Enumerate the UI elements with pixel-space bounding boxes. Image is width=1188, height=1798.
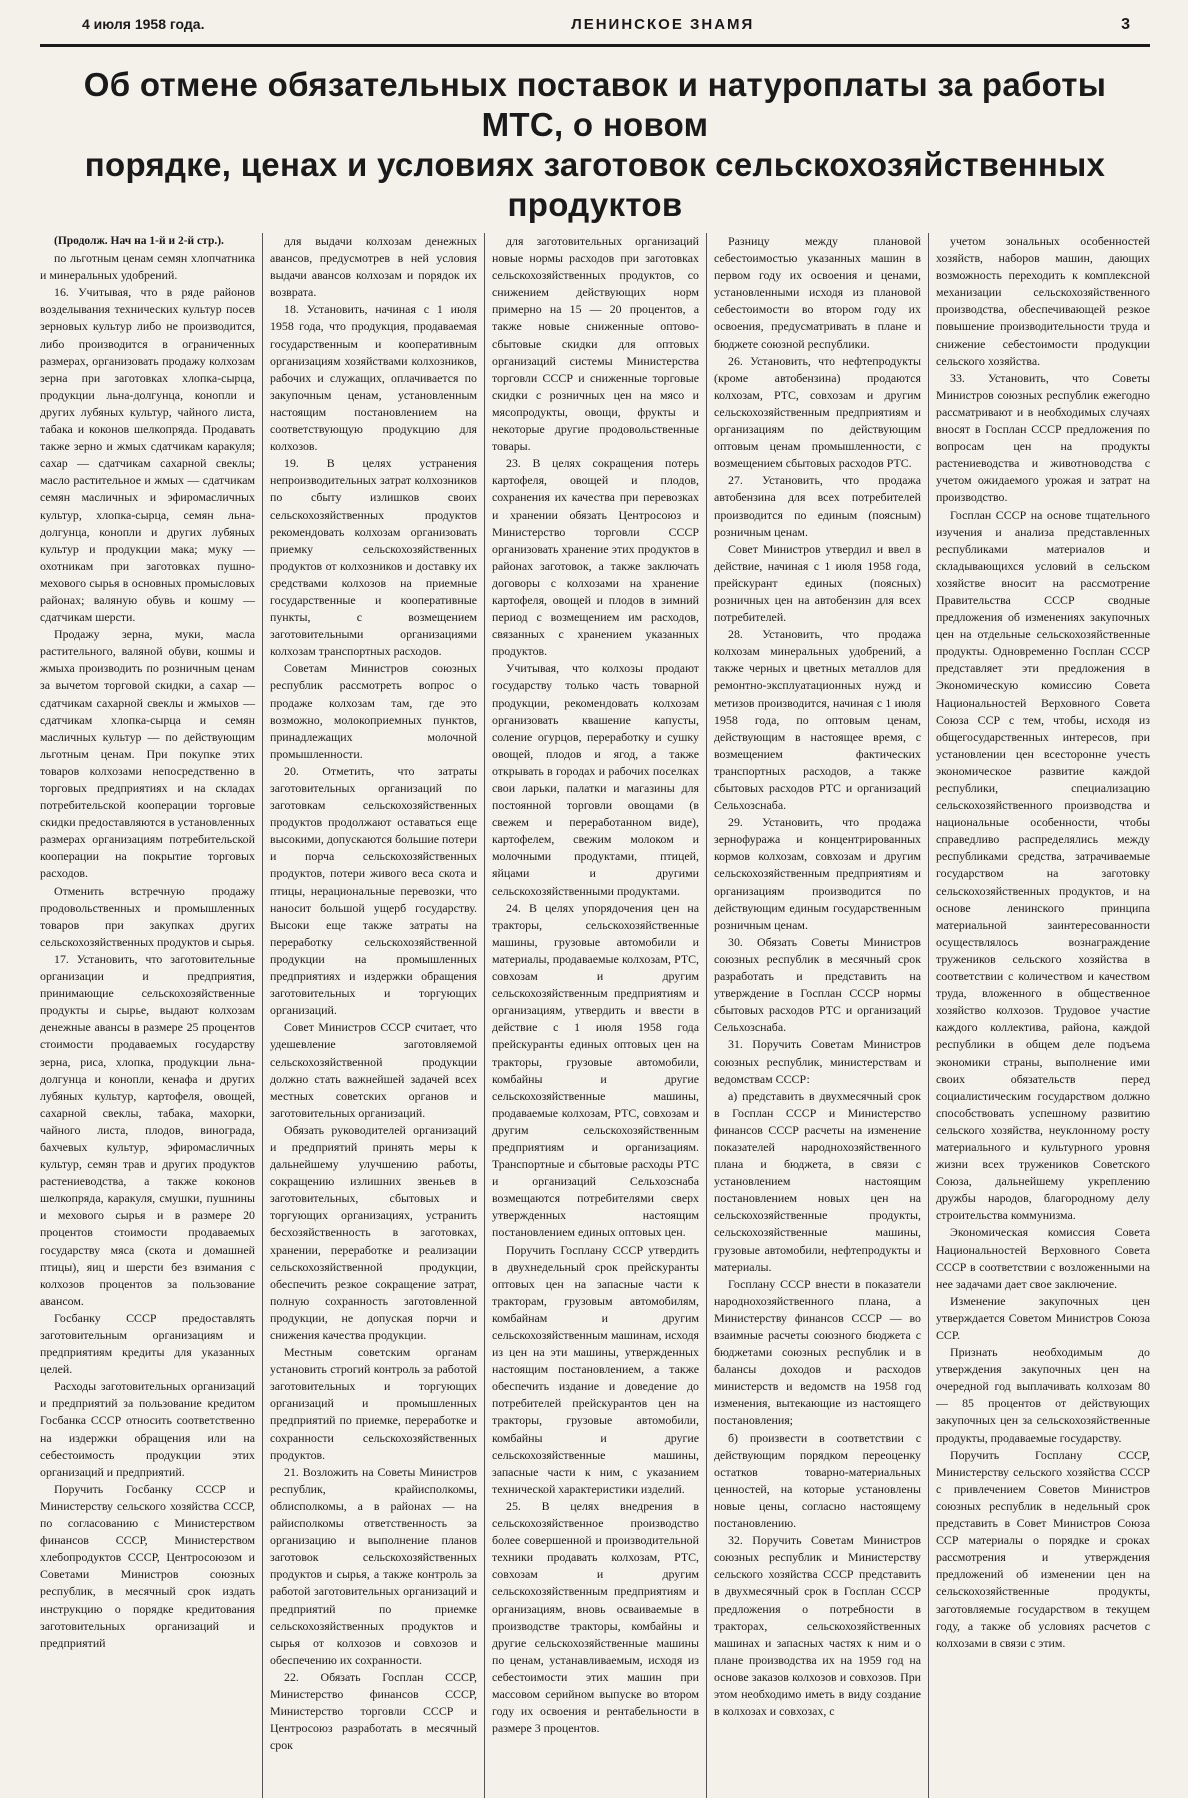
paragraph: Поручить Госбанку СССР и Министерству сельского хозяйства СССР, по согласованию с Министерством финансов СССР, Министерством хлебопродуктов СССР, Центросоюзом и Советами Министров союзных республик, в месячный срок издать инструкцию о порядке кредитования заготовительных организаций и предприятий xyxy=(40,1481,255,1650)
paragraph: 16. Учитывая, что в ряде районов возделывания технических культур посев зерновых культур либо не производится, либо производится в ограниченных размерах, организовать продажу колхозам зерна при заготовках хлопка-сырца, продукции льна-долгунца, конопли и других лубяных культур, чайного листа, табака и коконов шелкопряда. Продавать также зерно и жмых сдатчикам каракуля; сахар — сдатчикам сахарной свеклы; масло растительное и жмых — сдатчикам семян масличных и эфиромасличных культур, хлопка-сырца, семян льна-долгунца, конопли и других лубяных культур и продукции мака; муку — охотникам при заготовках пушно-мехового сырья в основных промысловых районах; валяную обувь и кошму — сдатчикам шерсти. xyxy=(40,285,255,625)
paragraph: Поручить Госплану СССР, Министерству сельского хозяйства СССР с привлечением Советов Министров союзных республик в недельный срок представить в Совет Министров Союза ССР материалы о порядке и сроках рассмотрения и утверждения предложений об изменении цен на сельскохозяйственные продукты, заготовляемые государством в текущем году, а также об условиях расчетов с колхозами в связи с этим. xyxy=(936,1447,1150,1650)
paragraph: 32. Поручить Советам Министров союзных республик и Министерству сельского хозяйства СССР представить в двухмесячный срок в Госплан СССР предложения о потребности в тракторах, сельскохозяйственных машинах и запасных частях к ним и о плане производства их на 1959 год на основе заказов колхозов и совхозов. При этом необходимо иметь в виду создание в колхозах и совхозах, с xyxy=(714,1533,921,1719)
paragraph: Госплан СССР на основе тщательного изучения и анализа представленных республиками материалов и складывающихся условий в сельском хозяйстве вносит на рассмотрение Правительства СССР сводные предложения об изменениях закупочных цен на отдельные сельскохозяйственные продукты. Одновременно Госплан СССР представляет эти предложения в Экономическую комиссию Совета Национальностей Верховного Совета Союза ССР с тем, чтобы, исходя из общегосударственных интересов, при установлении цен всесторонне учесть экономическое развитие каждой республики, специализацию сельскохозяйственного производства и национальные особенности, чтобы справедливо распределялись между республиками средства, затрачиваемые государством на заготовку сельскохозяйственных продуктов, и на основе ленинского принципа материальной заинтересованности осуществлялось вознаграждение тружеников сельского хозяйства в соответствии с количеством и качеством труда, вложенного в общественное хозяйство колхозов. Трудовое участие каждого коллектива, района, каждой республики в общем деле подъема экономики страны, выполнение ими своих обязательств перед социалистическим государством должно способствовать успешному развитию сельского хозяйства, неуклонному росту материального и культурного уровня жизни всех тружеников Советского Союза, дальнейшему укреплению дружбы народов, благородному делу строительства коммунизма. xyxy=(936,507,1150,1223)
paragraph: учетом зональных особенностей хозяйств, наборов машин, дающих возможность переходить к комплексной механизации сельскохозяйственного производства, обеспечивающей резкое повышение производительности труда и снижение себестоимости продукции сельского хозяйства. xyxy=(936,234,1150,368)
paragraph: 25. В целях внедрения в сельскохозяйственное производство более совершенной и производительной техники продавать колхозам, РТС, совхозам и другим сельскохозяйственным предприятиям и организациям, вновь осваиваемые в производстве тракторы, комбайны и другие сельскохозяйственные машины по ценам, устанавливаемым, исходя из себестоимости этих машин при массовом серийном выпуске во втором году их освоения и рентабельности в размере 3 процентов. xyxy=(492,1498,699,1736)
paragraph: 29. Установить, что продажа зернофуража и концентрированных кормов колхозам, совхозам и другим сельскохозяйственным предприятиям и организациям производится по действующим единым государственным розничным ценам. xyxy=(714,815,921,932)
paragraph: 17. Установить, что заготовительные организации и предприятия, принимающие сельскохозяйственные продукты и сырье, выдают колхозам денежные авансы в размере 25 процентов стоимости продаваемых государству зерна, риса, хлопка, продукции льна-долгунца и конопли, кенафа и других лубяных культур, картофеля, овощей, сахарной свеклы, табака, махорки, чайного листа, плодов, винограда, бахчевых культур, эфиромасличных культур, семян трав и других продуктов растениеводства, а также коконов шелкопряда, каракуля, смушки, пушнины и мехового сырья и в размере 20 процентов стоимости продаваемых государству мяса (скота и домашней птицы), яиц и шерсти без взимания с колхозов процентов за пользование авансом. xyxy=(40,951,255,1308)
paragraph: Экономическая комиссия Совета Национальностей Верховного Совета СССР в соответствии с возложенными на нее задачами дает свое заключение. xyxy=(936,1225,1150,1291)
paragraph: Местным советским органам установить строгий контроль за работой заготовительных и торгующих организаций и промышленных предприятий по приемке, переработке и сохранности сельскохозяйственных продуктов. xyxy=(270,1345,477,1462)
continuation-note: (Продолж. Нач на 1-й и 2-й стр.). xyxy=(54,235,224,247)
paragraph: Продажу зерна, муки, масла растительного, валяной обуви, кошмы и жмыха производить по розничным ценам за вычетом торговой скидки, а сахар — сдатчикам сахарной свеклы и жмыхов — сдатчикам хлопка-сырца и семян масличных культур — по действующим льготным ценам. При покупке этих товаров колхозами непосредственно в торговых предприятиях и на складах потребительской кооперации торговые скидки предоставляются в установленных размерах организациям потребительской кооперации на покрытие торговых расходов. xyxy=(40,627,255,881)
column-5 xyxy=(928,233,1150,1798)
paragraph: Разницу между плановой себестоимостью указанных машин в первом году их освоения и ценами, установленными исходя из плановой себестоимости во втором году их освоения, предусматривать в плане и бюджете союзной республики. xyxy=(714,234,921,351)
paragraph: Госбанку СССР предоставлять заготовительным организациям и предприятиям кредиты для указанных целей. xyxy=(40,1310,255,1377)
paragraph: Обязать руководителей организаций и предприятий принять меры к дальнейшему улучшению работы, сокращению излишних звеньев в заготовительных, сбытовых и торгующих организациях, устранить бесхозяйственность в заготовках, хранении, переработке и реализации сельскохозяйственной продукции, обеспечить резкое сокращение затрат, полную сохранность заготовленной продукции, не допуская порчи и снижения качества продукции. xyxy=(270,1122,477,1342)
paragraph: для заготовительных организаций новые нормы расходов при заготовках сельскохозяйственных продуктов, со снижением действующих норм примерно на 15 — 20 процентов, а также новые сниженные оптово-сбытовые скидки для оптовых организаций системы Министерства торговли СССР и сниженные торговые скидки с розничных цен на мясо и мясопродукты, овощи, фрукты и некоторые другие продовольственные товары. xyxy=(492,234,699,454)
paragraph: Совет Министров СССР считает, что удешевление заготовляемой сельскохозяйственной продукции должно стать важнейшей задачей всех местных советских органов и заготовительных организаций. xyxy=(270,1020,477,1120)
paragraph: Отменить встречную продажу продовольственных и промышленных товаров при закупках других сельскохозяйственных продуктов и сырья. xyxy=(40,883,255,949)
masthead xyxy=(40,16,1150,47)
paragraph: Учитывая, что колхозы продают государству только часть товарной продукции, рекомендовать колхозам организовать квашение капусты, соление огурцов, переработку и сушку овощей, плодов и ягод, а также открывать в городах и рабочих поселках свои ларьки, палатки и магазины для постоянной торговли овощами (в свежем и переработанном виде), картофелем, свежим молоком и молочными продуктами, птицей, яйцами и другими сельскохозяйственными продуктами. xyxy=(492,661,699,898)
newspaper-title: ЛЕНИНСКОЕ ЗНАМЯ xyxy=(571,16,755,33)
paragraph: 20. Отметить, что затраты заготовительных организаций по заготовкам сельскохозяйственных продуктов продолжают оставаться еще высокими, допускаются большие потери и порча сельскохозяйственных продуктов, потери живого веса скота и птицы, нерациональные перевозки, что наносит большой ущерб государству. Высоки еще также затраты на переработку сельскохозяйственной продукции на промышленных предприятиях и издержки обращения заготовительных и торгующих организаций. xyxy=(270,763,477,1018)
headline-line-2: порядке, ценах и условиях заготовок сельскохозяйственных продуктов xyxy=(84,146,1106,223)
column-4-body xyxy=(714,233,921,1720)
column-4 xyxy=(706,233,928,1798)
paragraph: 33. Установить, что Советы Министров союзных республик ежегодно рассматривают и в необходимых случаях вносят в Госплан СССР предложения по вопросам цен на продукты растениеводства и животноводства с учетом ожидаемого урожая и затрат на производство. xyxy=(936,370,1150,505)
paragraph: Расходы заготовительных организаций и предприятий за пользование кредитом Госбанка СССР относить соответственно на издержки обращения или на себестоимость продукции этих организаций и предприятий. xyxy=(40,1379,255,1479)
paragraph: 26. Установить, что нефтепродукты (кроме автобензина) продаются колхозам, РТС, совхозам и другим сельскохозяйственным предприятиям и организациям по действующим оптовым ценам промышленности, с возмещением сбытовых расходов РТС. xyxy=(714,353,921,471)
column-1 xyxy=(40,233,262,1798)
article-columns xyxy=(40,233,1150,1798)
paragraph: Совет Министров утвердил и ввел в действие, начиная с 1 июля 1958 года, прейскурант единых (поясных) розничных цен на автобензин для всех потребителей. xyxy=(714,541,921,625)
paragraph: 24. В целях упорядочения цен на тракторы, сельскохозяйственные машины, грузовые автомобили и материалы, продаваемые колхозам, РТС, совхозам и другим сельскохозяйственным предприятиям и организациям, утвердить и ввести в действие с 1 июля 1958 года прейскуранты единых оптовых цен на тракторы, грузовые автомобили, комбайны и другие сельскохозяйственные машины, продаваемые колхозам, РТС, совхозам и другим сельскохозяйственным предприятиям и организациям. Транспортные и сбытовые расходы РТС и организаций Сельхозснаба возмещаются потребителями сверх утвержденных настоящим постановлением единых оптовых цен. xyxy=(492,900,699,1240)
paragraph: б) произвести в соответствии с действующим порядком переоценку остатков товарно-материальных ценностей, на которые установлены новые цены, согласно настоящему постановлению. xyxy=(714,1430,921,1531)
paragraph: а) представить в двухмесячный срок в Госплан СССР и Министерство финансов СССР расчеты на изменение показателей народнохозяйственного плана и бюджета, в связи с установлением настоящим постановлением новых цен на сельскохозяйственные продукты, сельскохозяйственные машины, грузовые автомобили, нефтепродукты и материалы. xyxy=(714,1088,921,1274)
paragraph: 22. Обязать Госплан СССР, Министерство финансов СССР, Министерство торговли СССР и Центросоюз разработать в месячный срок xyxy=(270,1669,477,1753)
column-2 xyxy=(262,233,484,1798)
paragraph: 31. Поручить Советам Министров союзных республик, министерствам и ведомствам СССР: xyxy=(714,1037,921,1086)
paragraph: по льготным ценам семян хлопчатника и минеральных удобрений. xyxy=(40,251,255,283)
column-5-body xyxy=(936,233,1150,1652)
paragraph: 19. В целях устранения непроизводительных затрат колхозников по сбыту излишков своих сельскохозяйственных продуктов рекомендовать колхозам организовать приемку сельскохозяйственных продуктов от колхозников и доставку их средствами колхозов на приемные государственные и кооперативные пункты, с возмещением заготовительными организациями колхозам транспортных расходов. xyxy=(270,456,477,659)
paragraph: Изменение закупочных цен утверждается Советом Министров Союза ССР. xyxy=(936,1293,1150,1342)
paragraph: 21. Возложить на Советы Министров республик, крайисполкомы, облисполкомы, а в районах — на райисполкомы ответственность за организацию и выполнение планов заготовок сельскохозяйственных продуктов и сырья, а также контроль за работой заготовительных организаций и предприятий по приемке сельскохозяйственных продуктов и сырья от колхозов и совхозов и обеспечению их сохранности. xyxy=(270,1464,477,1667)
paragraph: Советам Министров союзных республик рассмотреть вопрос о продаже колхозам там, где это возможно, молокоприемных пунктов, принадлежащих молочной промышленности. xyxy=(270,661,477,761)
paragraph: для выдачи колхозам денежных авансов, предусмотрев в ней условия выдачи авансов колхозам и порядок их возврата. xyxy=(270,234,477,300)
page-number: 3 xyxy=(1121,16,1130,33)
paragraph: 27. Установить, что продажа автобензина для всех потребителей производится по единым (поясным) розничным ценам. xyxy=(714,473,921,539)
headline-line-1: Об отмене обязательных поставок и натуроплаты за работы МТС, о новом xyxy=(83,66,1107,143)
column-1-body xyxy=(40,250,255,1652)
paragraph: 28. Установить, что продажа колхозам минеральных удобрений, а также черных и цветных металлов для ремонтно-эксплуатационных нужд и метизов производится, начиная с 1 июля 1958 года, по оптовым ценам, действующим в настоящее время, с возмещением фактических транспортных расходов, а также сбытовых расходов РТС и организаций Сельхозснаба. xyxy=(714,627,921,813)
column-2-body xyxy=(270,233,477,1754)
article-headline xyxy=(40,65,1150,225)
paragraph: Признать необходимым до утверждения закупочных цен на очередной год выплачивать колхозам 80 — 85 процентов от действующих закупочных цен за сельскохозяйственные продукты, продаваемые государству. xyxy=(936,1345,1150,1445)
column-3-body xyxy=(492,233,699,1737)
paragraph: Поручить Госплану СССР утвердить в двухнедельный срок прейскуранты оптовых цен на запасные части к тракторам, грузовым автомобилям, комбайнам и другим сельскохозяйственным машинам, исходя из цен на эти машины, утвержденных настоящим постановлением, а также обеспечить издание и доведение до потребителей прейскурантов цен на тракторы, грузовые автомобили, комбайны и другие сельскохозяйственные машины, запасные части к ним, с указанием технической характеристики изделий. xyxy=(492,1242,699,1496)
paragraph: 30. Обязать Советы Министров союзных республик в месячный срок разработать и представить на утверждение в Госплан СССР нормы сбытовых расходов РТС и организаций Сельхозснаба. xyxy=(714,934,921,1035)
paragraph: Госплану СССР внести в показатели народнохозяйственного плана, а Министерству финансов СССР — во взаимные расчеты союзного бюджета с бюджетами союзных республик и в балансы доходов и расходов министерств и ведомств на 1958 год изменения, вытекающие из настоящего постановления; xyxy=(714,1276,921,1428)
paragraph: 18. Установить, начиная с 1 июля 1958 года, что продукция, продаваемая государственным и кооперативным организациям хозяйствами колхозников, рабочих и служащих, оплачивается по закупочным ценам, установленным настоящим постановлением на соответствующую продукцию для колхозов. xyxy=(270,302,477,454)
column-3 xyxy=(484,233,706,1798)
paragraph: 23. В целях сокращения потерь картофеля, овощей и плодов, сохранения их качества при перевозках и хранении обязать Центросоюз и Министерство торговли СССР организовать хранение этих продуктов в районах заготовок, а также заключать договоры с колхозами на хранение картофеля, овощей и плодов в зимний период с возмещением им расходов, связанных с хранением указанных продуктов. xyxy=(492,456,699,659)
issue-date: 4 июля 1958 года. xyxy=(82,16,205,32)
